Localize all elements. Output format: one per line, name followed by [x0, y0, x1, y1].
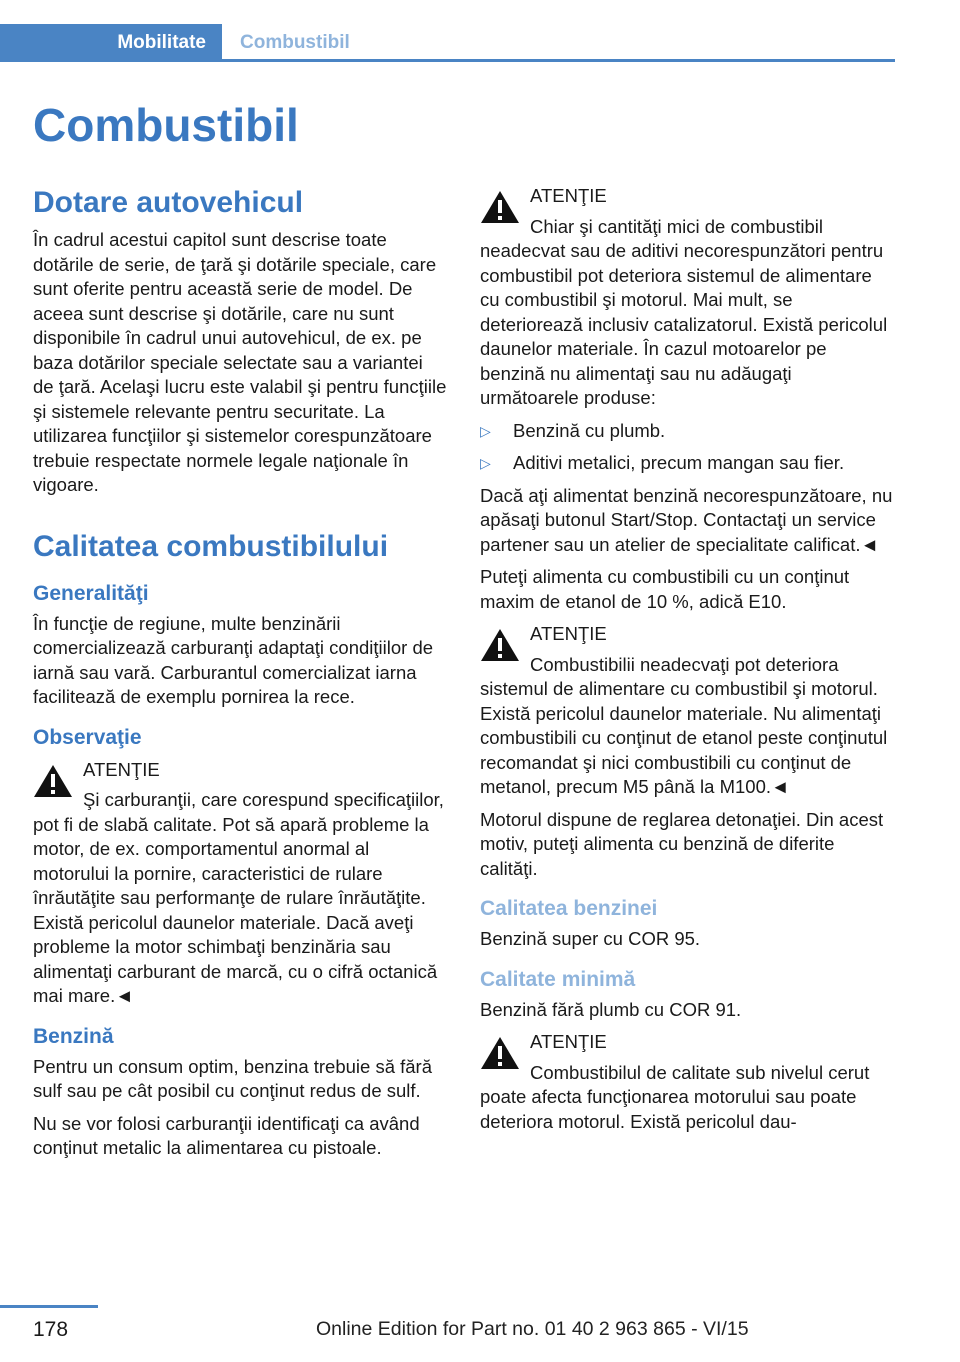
warning-triangle-icon [480, 190, 520, 224]
header-bar [0, 24, 895, 62]
page-number: 178 [33, 1318, 69, 1341]
warning-block [480, 1030, 895, 1134]
warning-text: Chiar şi cantităţi mici de combustibil neadecvat sau de aditivi necorespunzători pentru combustibil pot deteriora sistemul de alimentare cu combustibil şi motorul. Mai mult, se deteriorează inclusiv catalizatorul. Există pericolul daunelor materiale. În cazul motoarelor pe benzină nu alimentaţi sau nu adăugaţi următoarele produse: [480, 215, 888, 408]
warning-title: ATENŢIE [530, 185, 607, 206]
warning-text: Combustibilul de calitate sub nivelul cerut poate afecta funcţionarea motorului sau poate deteriora motorul. Există pericolul dau- [480, 1061, 870, 1132]
list-item-text: Aditivi metalici, precum mangan sau fier. [513, 452, 845, 473]
warning-triangle-icon [480, 1036, 520, 1070]
tab-mobilitate[interactable]: Mobilitate [0, 24, 222, 62]
chapter-title: Combustibil [33, 99, 299, 151]
warning-triangle-icon [33, 764, 73, 798]
warning-text: Combustibilii neadecvaţi pot deteriora sistemul de alimentare cu combustibil şi motorul. Există pericolul daunelor materiale. Nu alimentaţi combustibili cu conţinut de etanol peste conţinutul recomandat şi nici combustibili cu conţinut de metanol, precum M5 până la M100.◄ [480, 653, 888, 797]
warning-title: ATENŢIE [530, 623, 607, 644]
heading-calitatea-benzinei: Calitatea benzinei [480, 897, 658, 920]
paragraph-detonatie: Motorul dispune de reglarea detonaţiei. Din acest motiv, puteţi alimenta cu benzină de diferite calităţi. [480, 808, 884, 879]
paragraph-calitatea-benzinei: Benzină super cu COR 95. [480, 928, 701, 949]
heading-calitatea-combustibilului: Calitatea combustibilului [33, 529, 389, 563]
heading-dotare-autovehicul: Dotare autovehicul [33, 186, 304, 219]
paragraph-dotare: În cadrul acestui capitol sunt descrise toate dotările de serie, de ţară şi dotările speciale, care sunt oferite pentru această serie de model. De aceea sunt descrise şi dotările, care nu sunt disponibile în cadrul unui autovehicul, de ex. pe baza dotărilor speciale selectate sau a variantei de ţară. Acelaşi lucru este valabil şi pentru funcţiile şi sistemele relevante pentru securitate. La utilizarea funcţiilor şi sistemelor corespunzătoare trebuie respectate normele legale naţionale în vigoare. [33, 229, 447, 495]
warning-title: ATENŢIE [530, 1031, 607, 1052]
left-column [33, 184, 448, 1169]
list-item [480, 419, 895, 444]
heading-benzina: Benzină [33, 1024, 114, 1048]
list-item [480, 451, 895, 476]
paragraph-generalitati: În funcţie de regiune, multe benzinării comercializează carburanţi adaptaţi condiţiilor de iarnă sau vară. Carburantul comercializat iarna facilitează de exemplu pornirea la rece. [33, 612, 434, 707]
paragraph-benzina-2: Nu se vor folosi carburanţii identificaţi ca având conţinut metalic la alimentarea cu pistoale. [33, 1112, 420, 1158]
paragraph-benzina-1: Pentru un consum optim, benzina trebuie să fără sulf sau pe cât posibil cu conţinut redus de sulf. [33, 1055, 433, 1101]
paragraph-calitate-minima: Benzină fără plumb cu COR 91. [480, 998, 742, 1020]
heading-calitate-minima: Calitate minimă [480, 967, 636, 991]
list-item-text: Benzină cu plumb. [513, 419, 666, 441]
bullet-triangle-icon: ▷ [480, 422, 491, 439]
page-number-rule [0, 1305, 98, 1308]
heading-observatie: Observaţie [33, 725, 142, 749]
warning-text: Şi carburanţii, care corespund specificaţiilor, pot fi de slabă calitate. Pot să apară probleme la motor, de ex. comportamentul anormal al motorului la pornire, caracteristici de rulare înrăutăţite sau performanţe de rulare înrăutăţite. Există pericolul daunelor materiale. Dacă aveţi probleme la motor schimbaţi benzinăria sau alimentaţi carburant de marcă, cu o cifră octanică mai mare.◄ [33, 789, 444, 1006]
warning-block [480, 622, 895, 800]
warning-triangle-icon [480, 628, 520, 662]
paragraph-etanol: Puteţi alimenta cu combustibili cu un conţinut maxim de etanol de 10 %, adică E10. [480, 566, 850, 612]
warning-block [33, 758, 448, 1009]
heading-generalitati: Generalităţi [33, 581, 149, 605]
paragraph-after-bullets: Dacă aţi alimentat benzină necorespunzătoare, nu apăsaţi butonul Start/Stop. Contactaţi un service partener sau un atelier de specialitate calificat.◄ [480, 484, 893, 555]
tab-combustibil[interactable]: Combustibil [240, 32, 350, 53]
right-column [480, 184, 895, 1142]
footer-edition: Online Edition for Part no. 01 40 2 963 865 - VI/15 [316, 1318, 749, 1340]
header-rule [222, 59, 895, 62]
bullet-triangle-icon: ▷ [480, 455, 491, 471]
warning-title: ATENŢIE [83, 758, 160, 780]
warning-block [480, 184, 895, 411]
